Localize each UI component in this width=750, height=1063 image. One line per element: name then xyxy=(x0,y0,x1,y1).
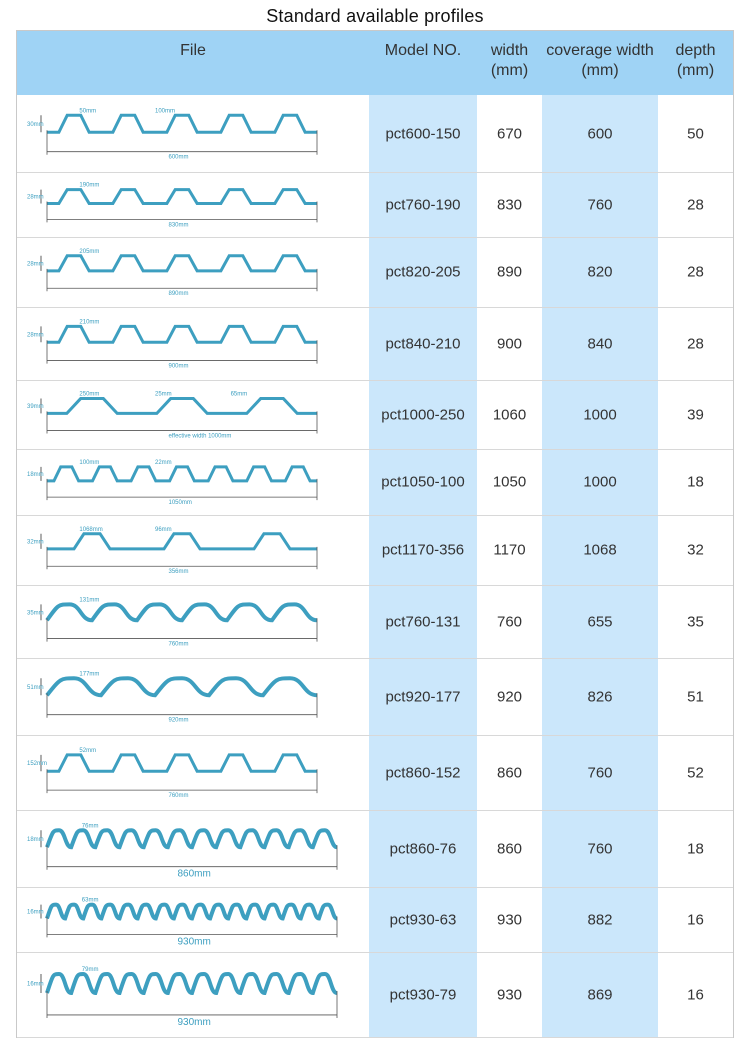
row-divider xyxy=(17,237,733,238)
row-divider xyxy=(17,952,733,953)
cell-width: 670 xyxy=(496,125,523,142)
cell-model: pct1050-100 xyxy=(381,473,465,491)
cell-coverage: 826 xyxy=(587,688,613,705)
profile-shape xyxy=(47,604,317,620)
dimension-label: 28mm xyxy=(27,332,44,339)
cell-width: 760 xyxy=(496,613,523,630)
cell-model: pct930-79 xyxy=(389,986,457,1003)
dimension-label: 50mm xyxy=(79,108,97,115)
dimension-label: 760mm xyxy=(168,793,189,800)
profile-shape xyxy=(47,399,317,414)
header-model: Model NO. xyxy=(384,42,462,59)
cell-depth: 52 xyxy=(687,764,704,781)
cell-width: 930 xyxy=(496,911,523,928)
profile-shape xyxy=(47,115,317,132)
cell-model: pct920-177 xyxy=(385,688,461,705)
cell-depth: 18 xyxy=(687,473,704,491)
table-header xyxy=(17,31,733,95)
profile-drawing xyxy=(27,893,347,946)
profile-shape xyxy=(47,678,317,695)
row-divider xyxy=(17,585,733,586)
dimension-label: 100mm xyxy=(79,459,100,466)
cell-width: 860 xyxy=(496,764,523,781)
row-divider xyxy=(17,658,733,659)
cell-coverage: 1068 xyxy=(583,541,617,559)
cell-coverage: 600 xyxy=(587,125,613,142)
profile-shape xyxy=(47,326,317,342)
dimension-label: 39mm xyxy=(27,403,44,410)
profile-drawing xyxy=(27,958,347,1031)
profile-drawing xyxy=(27,591,347,652)
cell-width: 1050 xyxy=(492,473,527,491)
dimension-label: 177mm xyxy=(79,671,100,678)
dimension-label: 79mm xyxy=(81,967,99,974)
cell-coverage: 882 xyxy=(587,911,613,928)
dimension-label: 35mm xyxy=(27,610,44,617)
row-divider xyxy=(17,1037,733,1038)
cell-width: 830 xyxy=(496,196,523,213)
header-width: width (mm) xyxy=(490,42,529,79)
dimension-label: 25mm xyxy=(155,391,172,398)
dimension-label: 1050mm xyxy=(168,500,192,507)
dimension-label: 152mm xyxy=(27,761,48,768)
cell-width: 1170 xyxy=(493,541,526,559)
cell-model: pct820-205 xyxy=(385,263,461,281)
profile-drawing xyxy=(27,101,347,166)
cell-width: 930 xyxy=(496,986,523,1003)
cell-depth: 18 xyxy=(687,840,704,857)
dimension-label: 100mm xyxy=(155,108,176,115)
profile-shape xyxy=(47,830,337,847)
profile-drawing xyxy=(27,178,347,231)
profile-shape xyxy=(47,467,317,481)
page-title: Standard available profiles xyxy=(266,6,484,26)
dimension-label: 63mm xyxy=(81,897,99,904)
profile-drawing xyxy=(27,386,347,443)
row-divider xyxy=(17,735,733,736)
profile-shape xyxy=(47,755,317,771)
cell-depth: 16 xyxy=(687,986,704,1003)
cell-coverage: 760 xyxy=(587,840,613,857)
cell-coverage: 760 xyxy=(587,196,613,213)
row-divider xyxy=(17,887,733,888)
dimension-label: 22mm xyxy=(155,459,172,466)
cell-width: 860 xyxy=(496,840,523,857)
profile-drawing xyxy=(27,243,347,301)
dimension-label: 210mm xyxy=(79,319,100,326)
profile-drawing xyxy=(27,664,347,729)
profile-drawing xyxy=(27,521,347,579)
dimension-label: 205mm xyxy=(79,248,100,255)
cell-depth: 28 xyxy=(687,196,704,213)
header-coverage: coverage width (mm) xyxy=(546,42,654,79)
cell-width: 900 xyxy=(496,335,523,352)
cell-model: pct840-210 xyxy=(385,335,461,352)
dimension-label: 860mm xyxy=(177,868,211,880)
cell-model: pct860-152 xyxy=(385,764,461,781)
cell-depth: 35 xyxy=(687,613,704,630)
dimension-label: 760mm xyxy=(168,641,189,648)
dimension-label: 1068mm xyxy=(79,526,103,533)
cell-width: 890 xyxy=(496,263,523,281)
cell-width: 920 xyxy=(496,688,523,705)
dimension-label: 830mm xyxy=(168,222,189,229)
profile-shape xyxy=(47,534,317,549)
cell-depth: 39 xyxy=(687,406,704,423)
header-depth: depth (mm) xyxy=(675,42,716,79)
cell-model: pct600-150 xyxy=(385,125,461,142)
dimension-label: 76mm xyxy=(81,823,99,830)
dimension-label: 32mm xyxy=(27,539,44,546)
dimension-label: 18mm xyxy=(27,471,44,478)
cell-model: pct860-76 xyxy=(389,840,457,857)
dimension-label: 18mm xyxy=(27,836,44,843)
cell-coverage: 1000 xyxy=(583,473,617,491)
profile-drawing xyxy=(27,313,347,374)
dimension-label: 920mm xyxy=(168,717,189,724)
profile-shape xyxy=(47,974,337,993)
row-divider xyxy=(17,307,733,308)
dimension-label: 16mm xyxy=(27,909,44,916)
dimension-label: 250mm xyxy=(79,391,100,398)
cell-model: pct1170-356 xyxy=(381,541,465,559)
row-divider xyxy=(17,172,733,173)
dimension-label: 96mm xyxy=(155,526,172,533)
dimension-label: 30mm xyxy=(27,121,44,128)
cell-model: pct1000-250 xyxy=(381,406,465,423)
dimension-label: 65mm xyxy=(230,391,248,398)
dimension-label: 51mm xyxy=(27,684,44,691)
header-file: File xyxy=(180,42,206,59)
row-divider xyxy=(17,380,733,381)
cell-coverage: 840 xyxy=(587,335,613,352)
profile-shape xyxy=(47,256,317,271)
cell-depth: 50 xyxy=(687,125,704,142)
cell-coverage: 869 xyxy=(587,986,613,1003)
dimension-label: 600mm xyxy=(168,154,189,161)
dimension-label: 28mm xyxy=(27,194,44,201)
profile-shape xyxy=(47,905,337,919)
cell-coverage: 820 xyxy=(587,263,613,281)
dimension-label: 131mm xyxy=(79,597,100,604)
cell-depth: 51 xyxy=(687,688,704,705)
dimension-label: 930mm xyxy=(177,1016,211,1028)
profile-drawing xyxy=(27,741,347,804)
cell-coverage: 655 xyxy=(587,613,613,630)
cell-depth: 28 xyxy=(687,335,704,352)
dimension-label: 930mm xyxy=(177,936,211,946)
dimension-label: 52mm xyxy=(79,747,97,754)
dimension-label: 900mm xyxy=(168,363,189,370)
cell-model: pct760-131 xyxy=(385,613,461,630)
dimension-label: 28mm xyxy=(27,261,44,268)
cell-width: 1060 xyxy=(492,406,527,423)
dimension-label: 16mm xyxy=(27,981,44,988)
cell-depth: 32 xyxy=(687,541,704,559)
profiles-table xyxy=(16,30,734,1038)
row-divider xyxy=(17,515,733,516)
row-divider xyxy=(17,810,733,811)
profile-shape xyxy=(47,190,317,204)
profile-drawing xyxy=(27,455,347,509)
cell-model: pct760-190 xyxy=(385,196,461,213)
cell-coverage: 1000 xyxy=(583,406,617,423)
dimension-label: 890mm xyxy=(168,291,189,298)
cell-depth: 16 xyxy=(687,911,704,928)
dimension-label: 356mm xyxy=(168,569,189,576)
cell-coverage: 760 xyxy=(587,764,613,781)
profile-drawing xyxy=(27,816,347,881)
dimension-label: 190mm xyxy=(79,182,100,189)
row-divider xyxy=(17,449,733,450)
cell-depth: 28 xyxy=(687,263,704,281)
dimension-label: effective width 1000mm xyxy=(168,433,232,440)
cell-model: pct930-63 xyxy=(389,911,457,928)
